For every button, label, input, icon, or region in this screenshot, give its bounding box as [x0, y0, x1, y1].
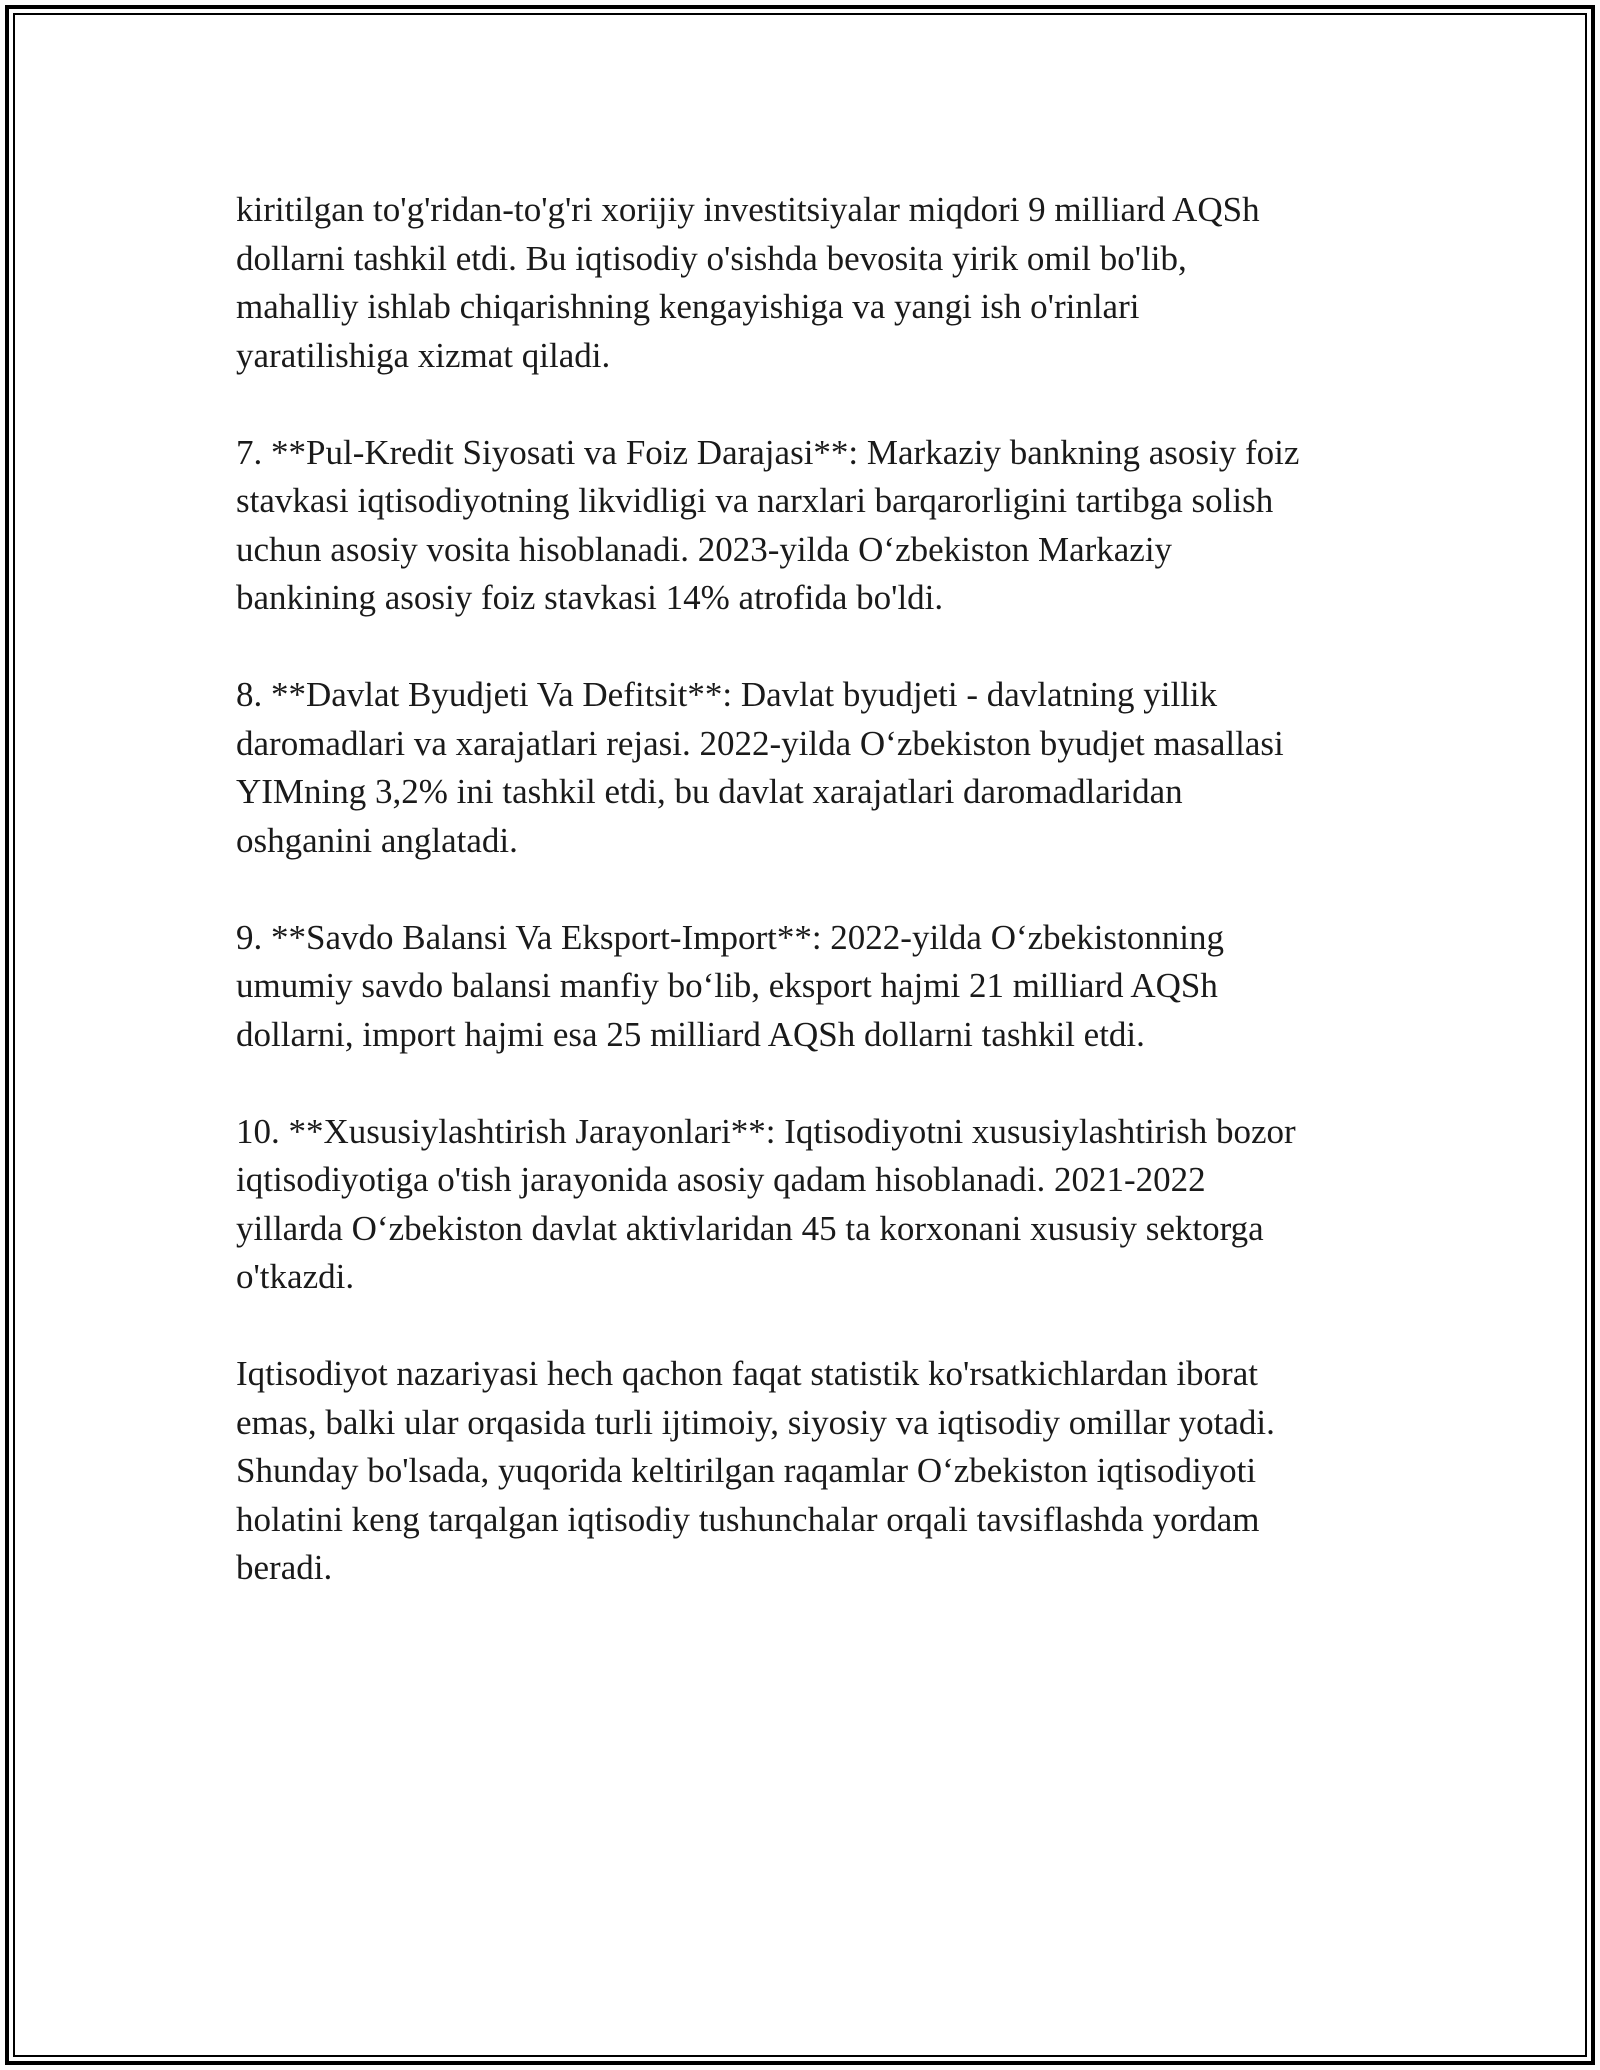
- text-line: Shunday bo'lsada, yuqorida keltirilgan raqamlar O‘zbekiston iqtisodiyoti: [236, 1451, 1257, 1490]
- text-line: daromadlari va xarajatlari rejasi. 2022-yilda O‘zbekiston byudjet masallasi: [236, 723, 1284, 763]
- text-line: bankining asosiy foiz stavkasi 14% atrofida bo'ldi.: [236, 578, 944, 617]
- text-line: dollarni tashkil etdi. Bu iqtisodiy o'sishda bevosita yirik omil bo'lib,: [236, 238, 1187, 278]
- paragraph-item-9-trade-balance: [236, 914, 1356, 1060]
- paragraph-conclusion: [236, 1350, 1356, 1593]
- text-line: holatini keng tarqalgan iqtisodiy tushunchalar orqali tavsiflashda yordam: [236, 1499, 1260, 1539]
- text-line: 7. **Pul-Kredit Siyosati va Foiz Darajasi**: Markaziy bankning asosiy foiz: [236, 432, 1300, 472]
- text-line: yaratilishiga xizmat qiladi.: [236, 335, 611, 375]
- text-line: iqtisodiyotiga o'tish jarayonida asosiy qadam hisoblanadi. 2021-2022: [236, 1160, 1206, 1199]
- text-line: uchun asosiy vosita hisoblanadi. 2023-yilda O‘zbekiston Markaziy: [236, 529, 1173, 569]
- text-line: stavkasi iqtisodiyotning likvidligi va narxlari barqarorligini tartibga solish: [236, 481, 1274, 520]
- document-body: [236, 186, 1356, 1641]
- text-line: 9. **Savdo Balansi Va Eksport-Import**: 2022-yilda O‘zbekistonning: [236, 917, 1224, 957]
- text-line: kiritilgan to'g'ridan-to'g'ri xorijiy investitsiyalar miqdori 9 milliard AQSh: [236, 190, 1260, 229]
- paragraph-item-10-privatization: [236, 1108, 1356, 1302]
- text-line: Iqtisodiyot nazariyasi hech qachon faqat statistik ko'rsatkichlardan iborat: [236, 1354, 1258, 1393]
- text-line: beradi.: [236, 1548, 333, 1587]
- paragraph-item-8-state-budget: [236, 671, 1356, 865]
- text-line: YIMning 3,2% ini tashkil etdi, bu davlat xarajatlari daromadlaridan: [236, 772, 1183, 811]
- text-line: dollarni, import hajmi esa 25 milliard AQSh dollarni tashkil etdi.: [236, 1014, 1145, 1054]
- text-line: 10. **Xususiylashtirish Jarayonlari**: Iqtisodiyotni xususiylashtirish bozor: [236, 1111, 1296, 1151]
- text-line: yillarda O‘zbekiston davlat aktivlaridan 45 ta korxonani xususiy sektorga: [236, 1208, 1264, 1248]
- paragraph-fdi-continuation: [236, 186, 1356, 380]
- text-line: umumiy savdo balansi manfiy bo‘lib, eksport hajmi 21 milliard AQSh: [236, 966, 1218, 1005]
- paragraph-item-7-monetary-policy: [236, 429, 1356, 623]
- text-line: o'tkazdi.: [236, 1257, 355, 1296]
- text-line: oshganini anglatadi.: [236, 820, 518, 860]
- text-line: emas, balki ular orqasida turli ijtimoiy, siyosiy va iqtisodiy omillar yotadi.: [236, 1402, 1275, 1442]
- text-line: 8. **Davlat Byudjeti Va Defitsit**: Davlat byudjeti - davlatning yillik: [236, 675, 1218, 714]
- text-line: mahalliy ishlab chiqarishning kengayishiga va yangi ish o'rinlari: [236, 287, 1140, 326]
